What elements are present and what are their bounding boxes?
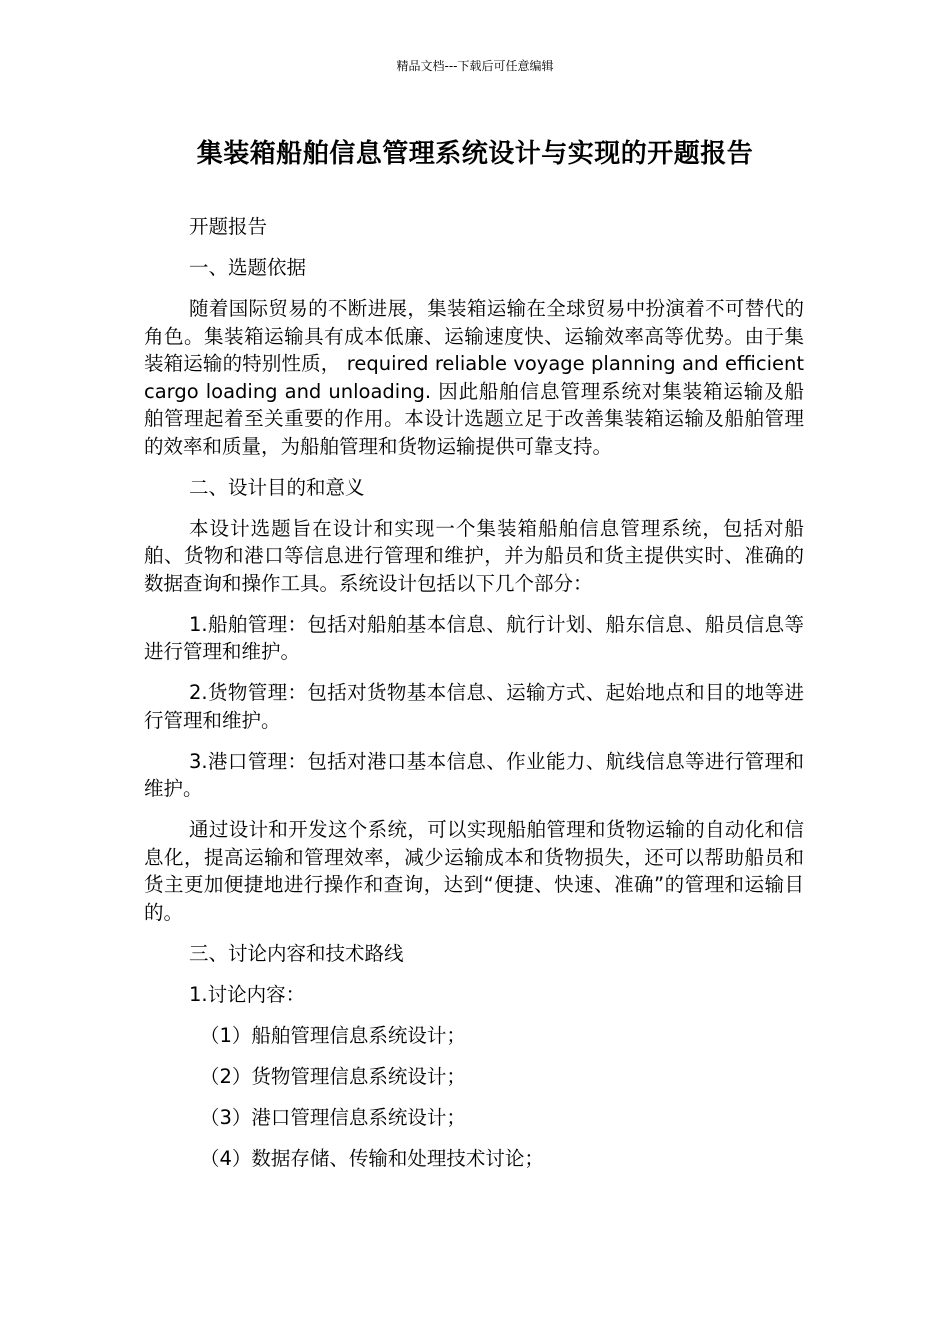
list-item: （2）货物管理信息系统设计； — [200, 1064, 466, 1088]
header-note: 精品文档---下载后可任意编辑 — [396, 59, 554, 73]
document-title: 集装箱船舶信息管理系统设计与实现的开题报告 — [196, 139, 754, 169]
section-heading-1: 一、选题依据 — [189, 256, 307, 279]
list-item: （1）船舶管理信息系统设计； — [200, 1023, 466, 1047]
numbered-item: 1.船舶管理：包括对船舶基本信息、航行计划、船东信息、船员信息等进行管理和维护。 — [144, 612, 804, 663]
body-paragraph: 随着国际贸易的不断进展，集装箱运输在全球贸易中扮演着不可替代的角色。集装箱运输具有成本低廉、运输速度快、运输效率高等优势。由于集装箱运输的特别性质， required reliable voyage planning and efficient cargo loading and unloading. 因此船舶信息管理系统对集装箱运输及船舶管理起着至关重要的作用。本设计选题立足于改善集装箱运输及船舶管理的效率和质量，为船舶管理和货物运输提供可靠支持。 — [144, 297, 804, 458]
body-paragraph: 通过设计和开发这个系统，可以实现船舶管理和货物运输的自动化和信息化，提高运输和管理效率，减少运输成本和货物损失，还可以帮助船员和货主更加便捷地进行操作和查询，达到“便捷、快速、准确”的管理和运输目的。 — [144, 818, 804, 924]
report-label: 开题报告 — [189, 215, 268, 238]
list-item: （4）数据存储、传输和处理技术讨论； — [200, 1146, 544, 1170]
numbered-item: 3.港口管理：包括对港口基本信息、作业能力、航线信息等进行管理和维护。 — [144, 749, 804, 800]
section-heading-2: 二、设计目的和意义 — [189, 475, 365, 499]
list-item: （3）港口管理信息系统设计； — [200, 1105, 466, 1129]
section-heading-3: 三、讨论内容和技术路线 — [189, 941, 404, 965]
body-paragraph: 本设计选题旨在设计和实现一个集装箱船舶信息管理系统，包括对船舶、货物和港口等信息进行管理和维护，并为船员和货主提供实时、准确的数据查询和操作工具。系统设计包括以下几个部分： — [144, 516, 804, 595]
subsection-heading: 1.讨论内容： — [189, 982, 306, 1006]
numbered-item: 2.货物管理：包括对货物基本信息、运输方式、起始地点和目的地等进行管理和维护。 — [144, 681, 804, 732]
document-body — [144, 213, 804, 1186]
